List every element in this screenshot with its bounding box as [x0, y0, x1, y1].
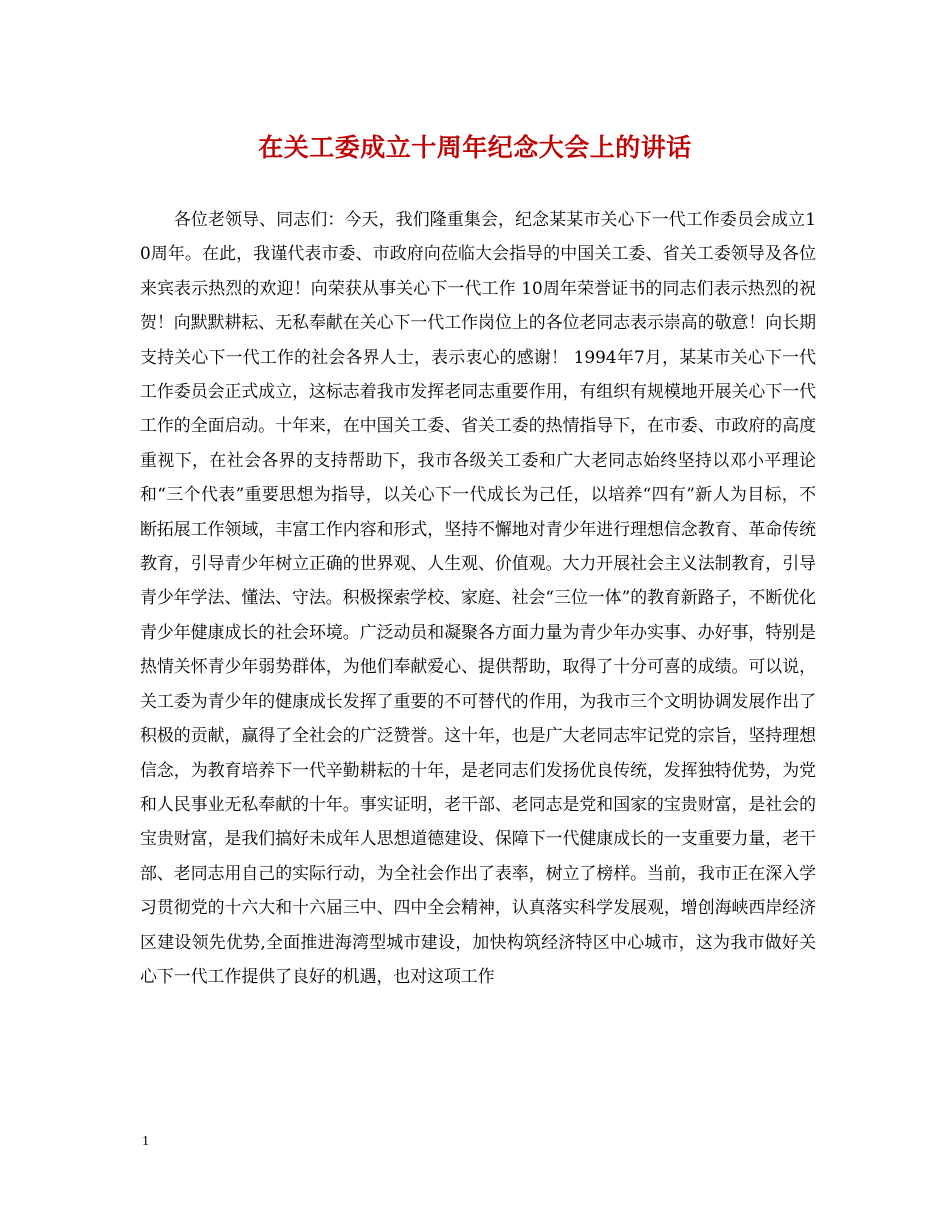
body-paragraph: 各位老领导、同志们：今天，我们隆重集会，纪念某某市关心下一代工作委员会成立10周年。在此，我谨代表市委、市政府向莅临大会指导的中国关工委、省关工委领导及各位来宾表示热烈的欢迎！向荣获从事关心下一代工作 10周年荣誉证书的同志们表示热烈的祝贺！向默默耕耘、无私奉献在关心下一代工作岗位上的各位老同志表示崇高的敬意！向长期支持关心下一代工作的社会各界人士，表示衷心的感谢！ 1994年7月，某某市关心下一代工作委员会正式成立，这标志着我市发挥老同志重要作用，有组织有规模地开展关心下一代工作的全面启动。十年来，在中国关工委、省关工委的热情指导下，在市委、市政府的高度重视下，在社会各界的支持帮助下，我市各级关工委和广大老同志始终坚持以邓小平理论和“三个代表”重要思想为指导，以关心下一代成长为己任，以培养“四有”新人为目标，不断拓展工作领域，丰富工作内容和形式，坚持不懈地对青少年进行理想信念教育、革命传统教育，引导青少年树立正确的世界观、人生观、价值观。大力开展社会主义法制教育，引导青少年学法、懂法、守法。积极探索学校、家庭、社会“三位一体”的教育新路子，不断优化青少年健康成长的社会环境。广泛动员和凝聚各方面力量为青少年办实事、办好事，特别是热情关怀青少年弱势群体，为他们奉献爱心、提供帮助，取得了十分可喜的成绩。可以说，关工委为青少年的健康成长发挥了重要的不可替代的作用，为我市三个文明协调发展作出了积极的贡献，赢得了全社会的广泛赞誉。这十年，也是广大老同志牢记党的宗旨，坚持理想信念，为教育培养下一代辛勤耕耘的十年，是老同志们发扬优良传统，发挥独特优势，为党和人民事业无私奉献的十年。事实证明，老干部、老同志是党和国家的宝贵财富，是社会的宝贵财富，是我们搞好未成年人思想道德建设、保障下一代健康成长的一支重要力量，老干部、老同志用自己的实际行动，为全社会作出了表率，树立了榜样。当前，我市正在深入学习贯彻党的十六大和十六届三中、四中全会精神，认真落实科学发展观，增创海峡西岸经济区建设领先优势,全面推进海湾型城市建设，加快构筑经济特区中心城市，这为我市做好关心下一代工作提供了良好的机遇，也对这项工作 — [140, 209, 817, 986]
document-title: 在关工委成立十周年纪念大会上的讲话 — [258, 133, 692, 162]
page-number: 1 — [142, 1134, 149, 1149]
